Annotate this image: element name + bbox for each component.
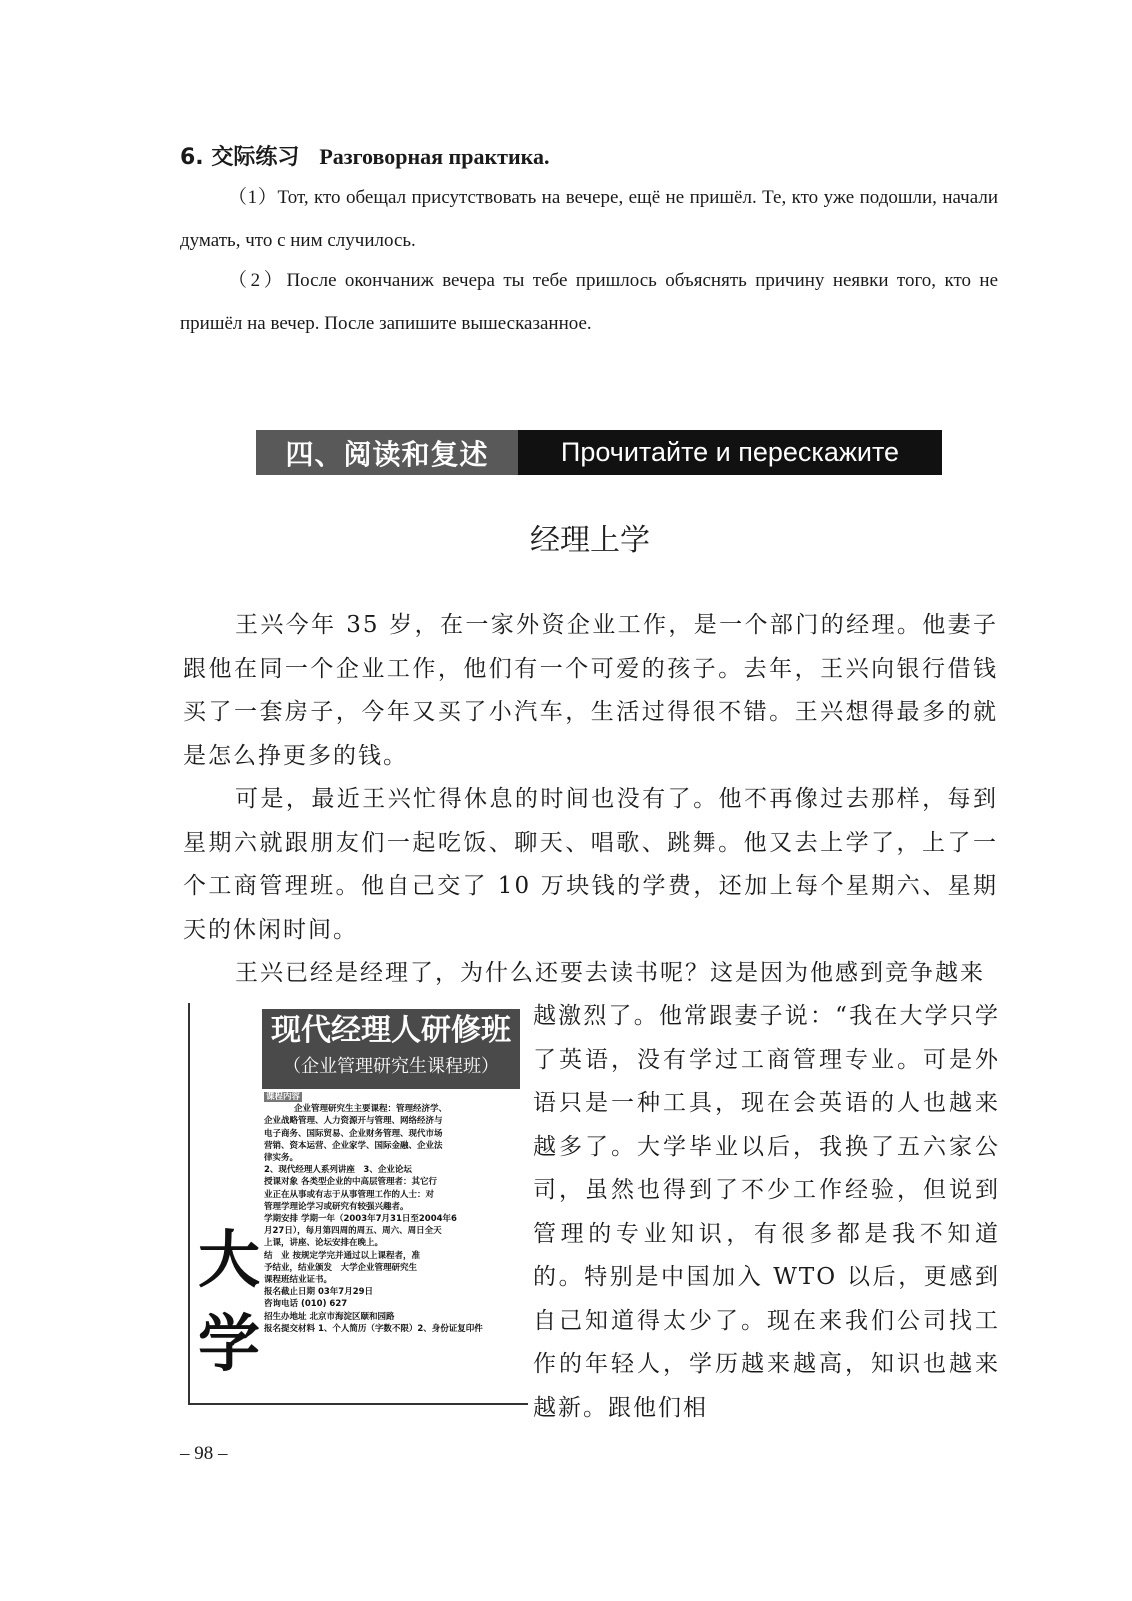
ad-line: 咨询电话 (010) 627 xyxy=(264,1299,348,1310)
ad-line: 企业管理研究生主要课程：管理经济学、 xyxy=(294,1104,448,1115)
ad-line: 课程内容 xyxy=(266,1092,301,1102)
ad-body xyxy=(264,1091,526,1335)
story-paragraph: 王兴今年 35 岁，在一家外资企业工作，是一个部门的经理。他妻子跟他在同一个企业工作，他们有一个可爱的孩子。去年，王兴向银行借钱买了一套房子，今年又买了小汽车，生活过得很不错。王兴想得最多的就是怎么挣更多的钱。 xyxy=(183,612,998,769)
exercise-item-2: （2）После окончаниж вечера ты тебе пришлось объяснять причину неявки того, кто не пришёл на вечер. После запишите вышесказанное. xyxy=(180,270,998,334)
ad-line: 授课对象 各类型企业的中高层管理者：其它行 xyxy=(264,1177,437,1188)
exercise-item-1: （1）Тот, кто обещал присутствовать на вечере, ещё не пришёл. Те, кто уже подошли, начали думать, что с ним случилось. xyxy=(180,187,998,251)
ad-line: 报名截止日期 03年7月29日 xyxy=(264,1287,374,1298)
ad-line: 管理学理论学习或研究有较强兴趣者。 xyxy=(264,1201,409,1212)
story-paragraph: 可是，最近王兴忙得休息的时间也没有了。他不再像过去那样，每到星期六就跟朋友们一起吃饭、聊天、唱歌、跳舞。他又去上学了，上了一个工商管理班。他自己交了 10 万块钱的学费，还加上每个星期六、星期天的休闲时间。 xyxy=(183,786,998,943)
ad-line: 2、现代经理人系列讲座 3、企业论坛 xyxy=(264,1165,412,1176)
story-title: 经理上学 xyxy=(530,523,650,558)
section-heading-ru: Разговорная практика. xyxy=(319,144,550,169)
ad-line: 课程班结业证书。 xyxy=(264,1275,333,1286)
ad-line: 结 业 按规定学完并通过以上课程者，准 xyxy=(264,1250,420,1261)
banner-cn: 四、阅读和复述 xyxy=(256,430,518,475)
section-banner xyxy=(256,430,942,475)
ad-line: 报名提交材料 1、个人简历（字数不限）2、身份证复印件 xyxy=(264,1323,483,1334)
section-heading-cn: 6. 交际练习 xyxy=(180,145,300,170)
page-number: – 98 – xyxy=(180,1443,228,1464)
ad-line: 电子商务、国际贸易、企业财务管理、现代市场 xyxy=(264,1128,443,1139)
university-logo: 大学 xyxy=(198,1223,261,1380)
ad-line: 月27日），每月第四周的周五、周六、周日全天 xyxy=(264,1226,442,1237)
ad-title-box xyxy=(262,1009,520,1089)
ad-subtitle: （企业管理研究生课程班） xyxy=(283,1056,499,1077)
section-heading xyxy=(180,140,549,171)
ad-line: 营销、资本运营、企业家学、国际金融、企业法 xyxy=(264,1140,443,1151)
advertisement-image xyxy=(188,1003,528,1405)
ad-line: 律实务。 xyxy=(264,1153,299,1164)
ad-line: 上课，讲座、论坛安排在晚上。 xyxy=(264,1238,384,1249)
ad-line: 企业战略管理、人力资源开与管理、网络经济与 xyxy=(264,1116,443,1127)
ad-line: 学期安排 学期一年（2003年7月31日至2004年6 xyxy=(264,1214,457,1225)
ad-line: 招生办地址 北京市海淀区颐和园路 xyxy=(264,1311,395,1322)
ad-line: 予结业，结业颁发 大学企业管理研究生 xyxy=(264,1262,418,1273)
story-paragraph-continued: 越激烈了。他常跟妻子说：“我在大学只学了英语，没有学过工商管理专业。可是外语只是一种工具，现在会英语的人也越来越多了。大学毕业以后，我换了五六家公司，虽然也得到了不少工作经验，但说到管理的专业知识，有很多都是我不知道的。特别是中国加入 WTO 以后，更感到自己知道得太少了。现在来我们公司找工作的年轻人，学历越来越高，知识也越来越新。跟他们相 xyxy=(533,1003,1000,1421)
ad-title: 现代经理人研修班 xyxy=(271,1013,511,1048)
banner-ru: Прочитайте и перескажите xyxy=(518,430,942,475)
story-paragraph: 王兴已经是经理了，为什么还要去读书呢？这是因为他感到竞争越来 xyxy=(235,960,985,986)
ad-line: 业正在从事或有志于从事管理工作的人士：对 xyxy=(264,1189,435,1200)
